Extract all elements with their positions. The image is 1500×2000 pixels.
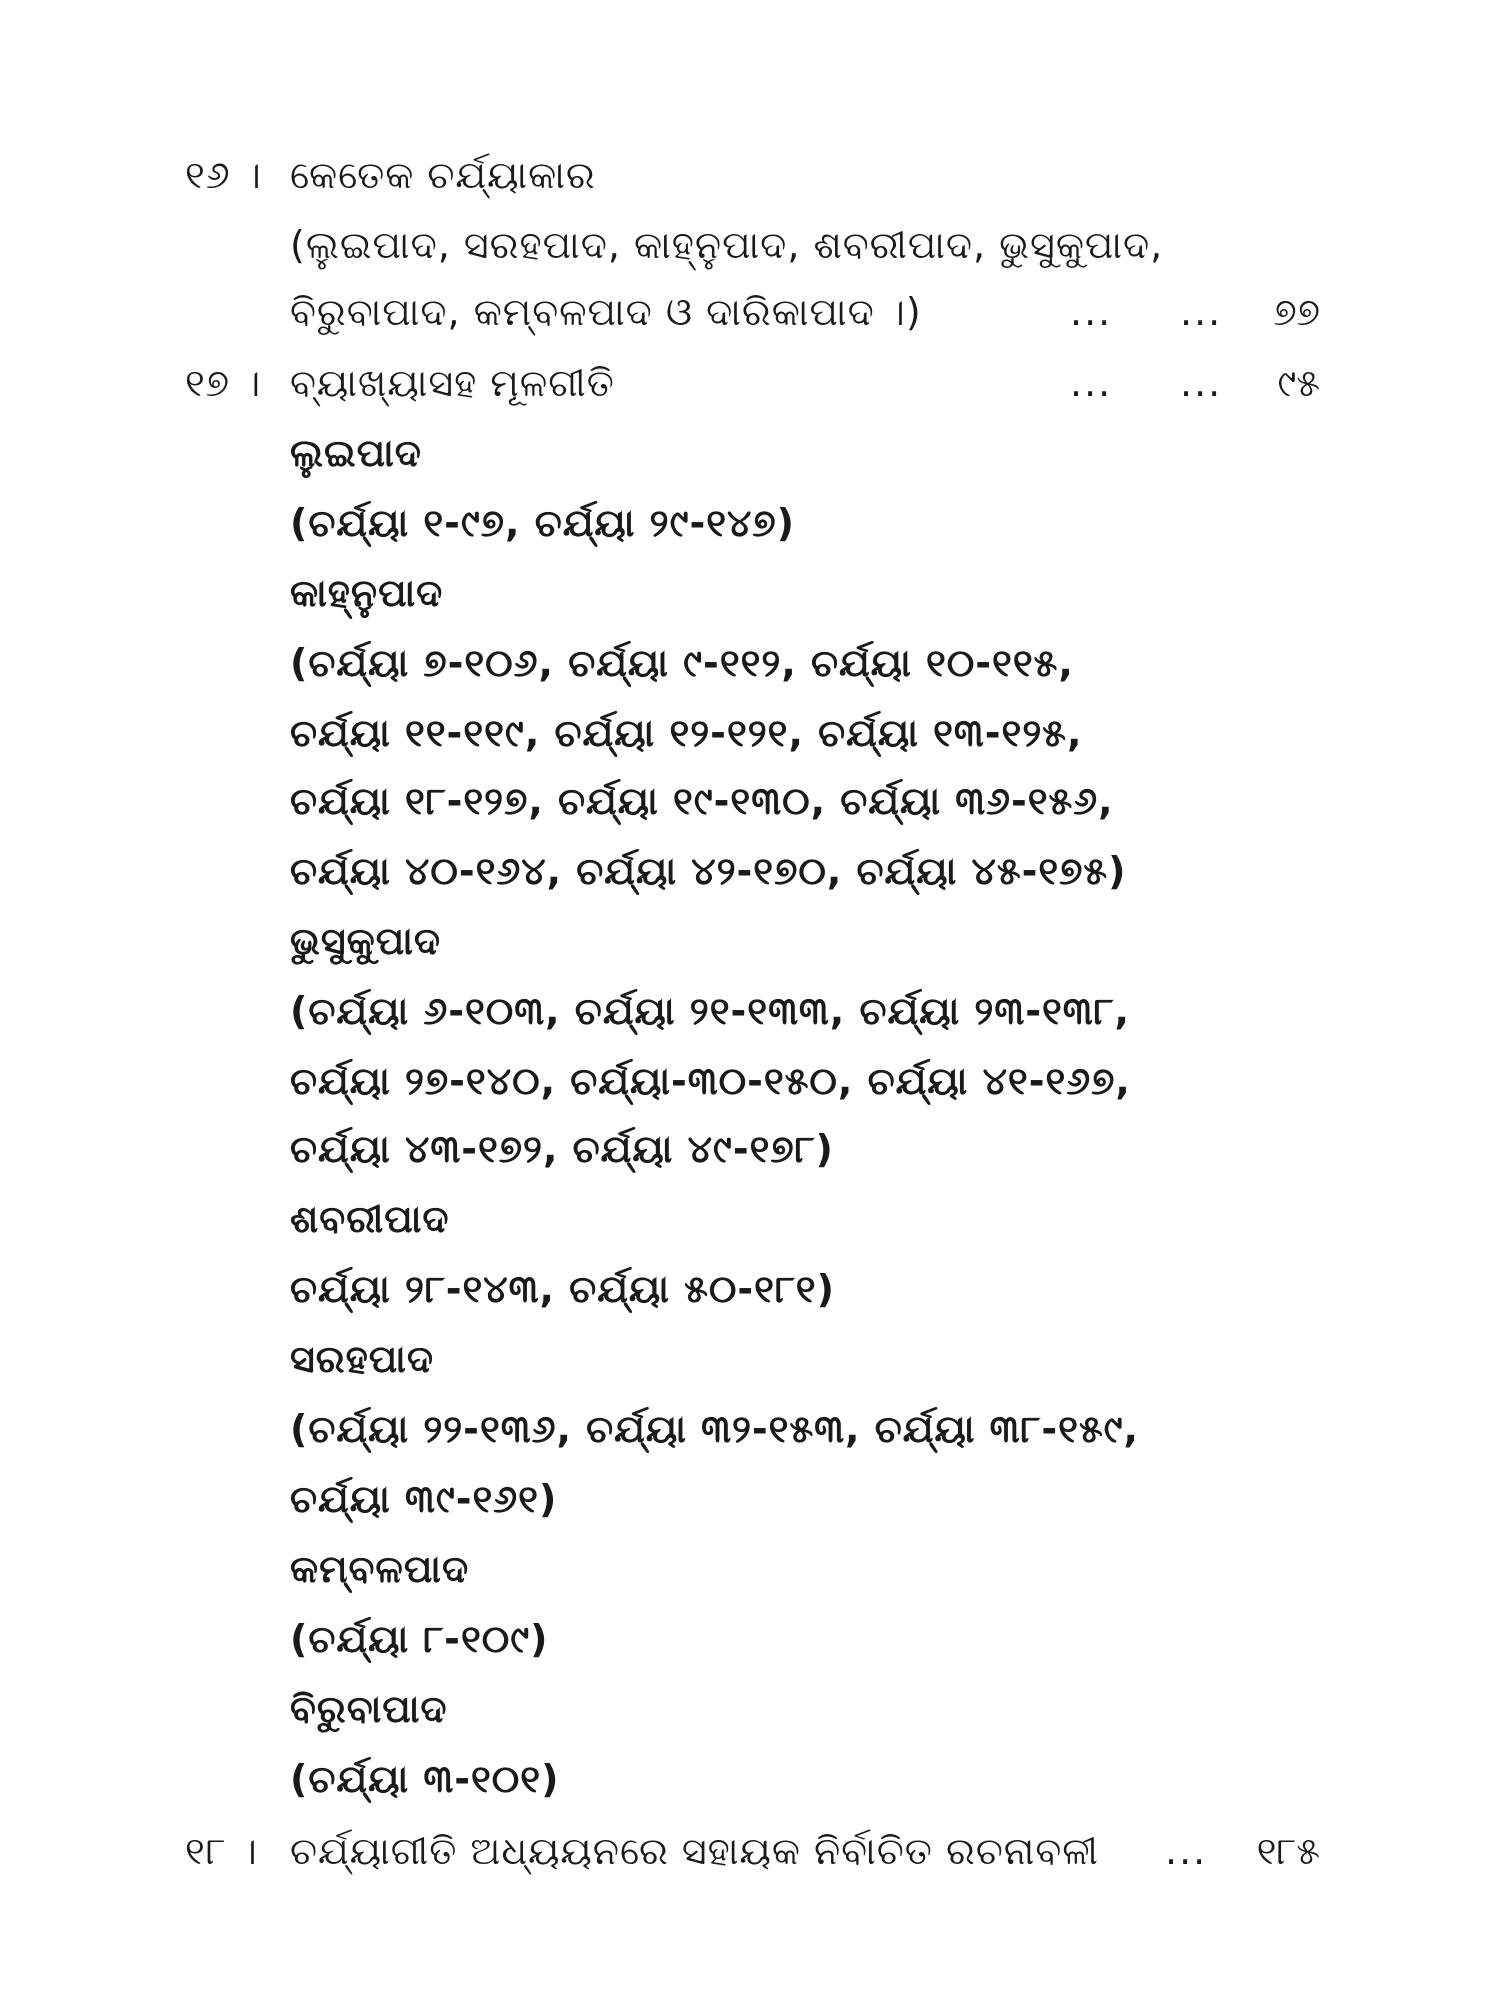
kanhupada-range-line-2: ଚର୍ଯ୍ୟା ୧୧-୧୧୯, ଚର୍ଯ୍ୟା ୧୨-୧୨୧, ଚର୍ଯ୍ୟା ୧୩-୧୨୫, — [290, 711, 1083, 755]
poet-shabaripada: ଶବରୀପାଦ — [290, 1197, 450, 1241]
entry-18-page-number: ୧୮୫ — [1256, 1829, 1320, 1873]
entry-17-leader-dots-2: ... — [1180, 361, 1223, 405]
entry-17-title: ବ୍ୟାଖ୍ୟାସହ ମୂଳଗୀତି — [290, 361, 615, 405]
kanhupada-range-line-4: ଚର୍ଯ୍ୟା ୪୦-୧୬୪, ଚର୍ଯ୍ୟା ୪୨-୧୭୦, ଚର୍ଯ୍ୟା ୪୫-୧୭୫) — [290, 849, 1127, 893]
poet-biruvapada: ବିରୁବାପାଦ — [290, 1687, 448, 1731]
entry-17-leader-dots-1: ... — [1070, 361, 1113, 405]
poet-bhusukupada: ଭୁସୁକୁପାଦ — [290, 919, 441, 963]
poet-kambalapada: କମ୍ବଳପାଦ — [290, 1547, 470, 1591]
bhusukupada-range-line-1: (ଚର୍ଯ୍ୟା ୬-୧୦୩, ଚର୍ଯ୍ୟା ୨୧-୧୩୩, ଚର୍ଯ୍ୟା ୨୩-୧୩୮, — [290, 989, 1130, 1033]
entry-16-page-number: ୭୭ — [1273, 290, 1320, 334]
poet-sarahapada: ସରହପାଦ — [290, 1337, 434, 1381]
shabaripada-range-line-1: ଚର୍ଯ୍ୟା ୨୮-୧୪୩, ଚର୍ଯ୍ୟା ୫୦-୧୮୧) — [290, 1267, 835, 1311]
poet-luipada: ଲୁଇପାଦ — [290, 431, 422, 475]
kanhupada-range-line-1: (ଚର୍ଯ୍ୟା ୭-୧୦୬, ଚର୍ଯ୍ୟା ୯-୧୧୨, ଚର୍ଯ୍ୟା ୧୦-୧୧୫, — [290, 641, 1074, 685]
entry-17-number: ୧୭ । — [185, 361, 262, 405]
entry-17-page-number: ୯୫ — [1277, 361, 1320, 405]
entry-16-subtitle-line-2: ବିରୁବାପାଦ, କମ୍ବଳପାଦ ଓ ଦାରିକାପାଦ ।) — [290, 290, 922, 334]
entry-18-title: ଚର୍ଯ୍ୟାଗୀତି ଅଧ୍ୟୟନରେ ସହାୟକ ନିର୍ବାଚିତ ରଚନାବଳୀ — [290, 1829, 1099, 1873]
bhusukupada-range-line-2: ଚର୍ଯ୍ୟା ୨୭-୧୪୦, ଚର୍ଯ୍ୟା-୩୦-୧୫୦, ଚର୍ଯ୍ୟା ୪୧-୧୬୭, — [290, 1059, 1131, 1103]
entry-16-title: କେତେକ ଚର୍ଯ୍ୟାକାର — [290, 153, 596, 197]
luipada-range-line-1: (ଚର୍ଯ୍ୟା ୧-୯୭, ଚର୍ଯ୍ୟା ୨୯-୧୪୭) — [290, 501, 796, 545]
poet-kanhupada: କାହ୍ନୁପାଦ — [290, 571, 444, 615]
sarahapada-range-line-2: ଚର୍ଯ୍ୟା ୩୯-୧୬୧) — [290, 1477, 558, 1521]
kambalapada-range-line-1: (ଚର୍ଯ୍ୟା ୮-୧୦୯) — [290, 1617, 549, 1661]
entry-16-leader-dots-2: ... — [1180, 290, 1223, 334]
entry-18-leader-dots: ... — [1165, 1829, 1208, 1873]
entry-18-number: ୧୮ । — [185, 1829, 258, 1873]
kanhupada-range-line-3: ଚର୍ଯ୍ୟା ୧୮-୧୨୭, ଚର୍ଯ୍ୟା ୧୯-୧୩୦, ଚର୍ଯ୍ୟା ୩୬-୧୫୬, — [290, 779, 1114, 823]
entry-16-leader-dots-1: ... — [1070, 290, 1113, 334]
entry-16-number: ୧୬ । — [185, 153, 262, 197]
entry-16-subtitle-line-1: (ଲୁଇପାଦ, ସରହପାଦ, କାହ୍ନୁପାଦ, ଶବରୀପାଦ, ଭୁସୁକୁପାଦ, — [290, 223, 1164, 267]
biruvapada-range-line-1: (ଚର୍ଯ୍ୟା ୩-୧୦୧) — [290, 1757, 560, 1801]
sarahapada-range-line-1: (ଚର୍ଯ୍ୟା ୨୨-୧୩୬, ଚର୍ଯ୍ୟା ୩୨-୧୫୩, ଚର୍ଯ୍ୟା ୩୮-୧୫୯, — [290, 1407, 1139, 1451]
bhusukupada-range-line-3: ଚର୍ଯ୍ୟା ୪୩-୧୭୨, ଚର୍ଯ୍ୟା ୪୯-୧୭୮) — [290, 1127, 834, 1171]
